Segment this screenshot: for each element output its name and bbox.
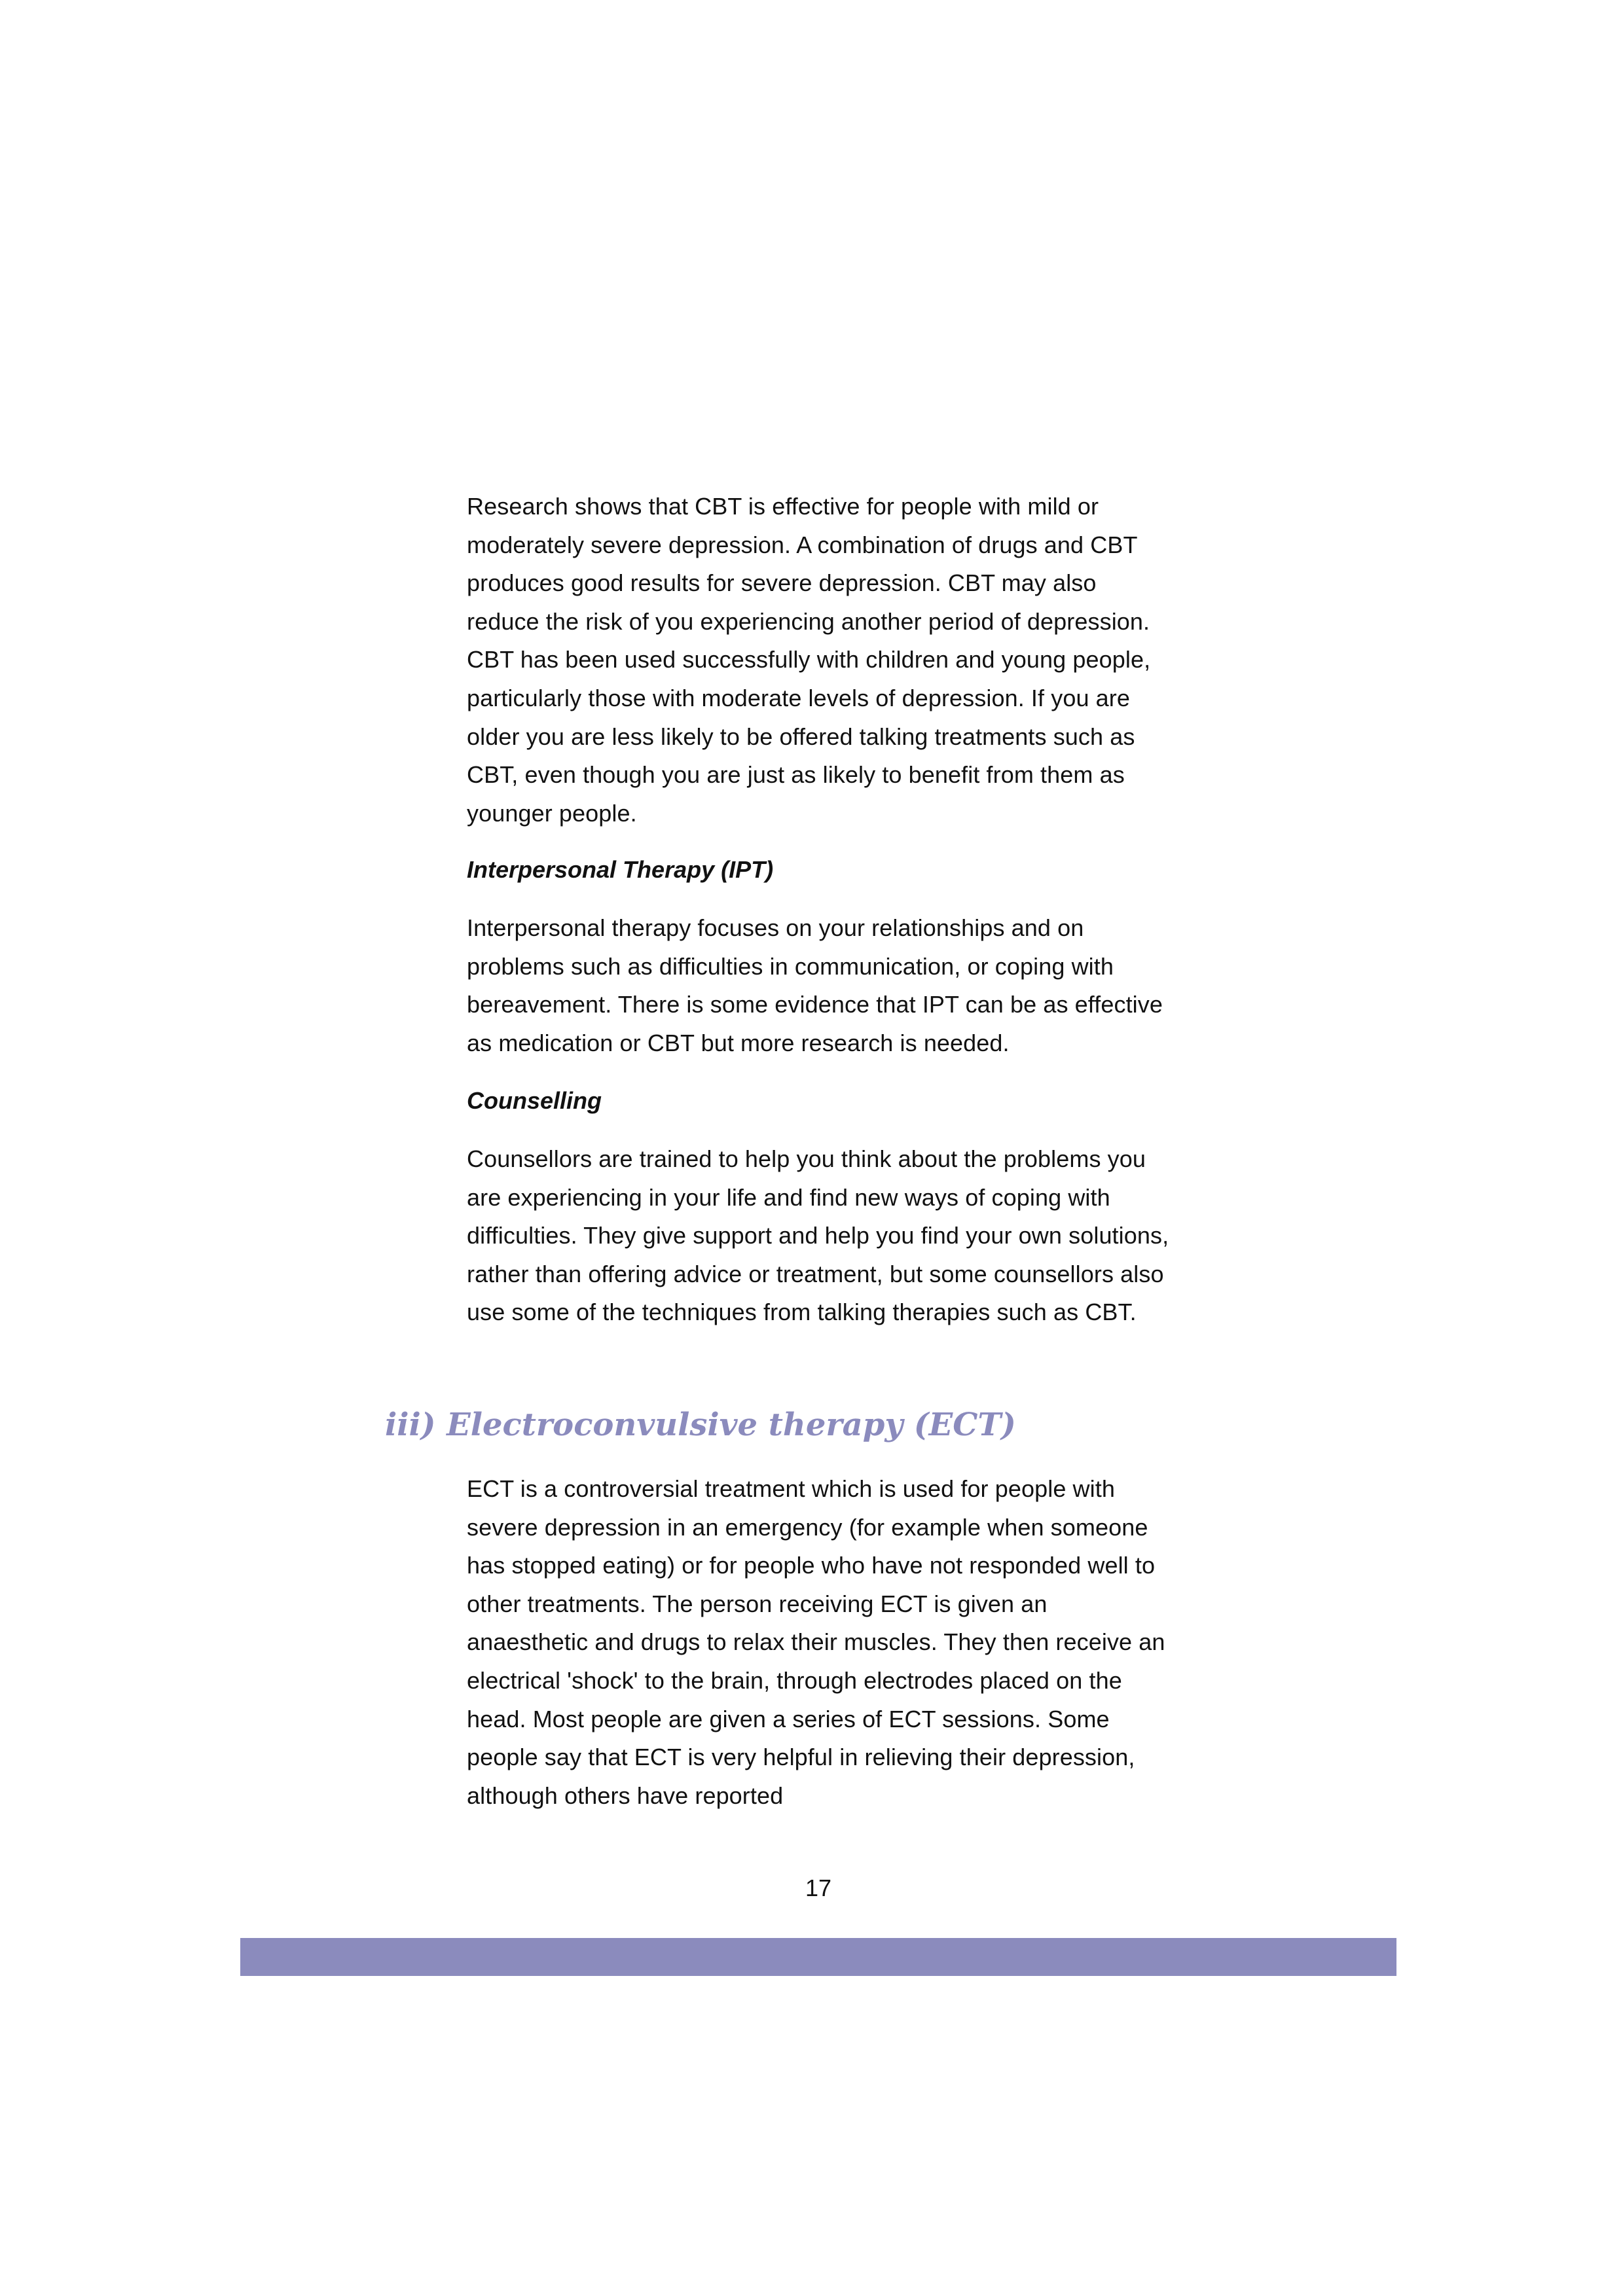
ect-paragraph: ECT is a controversial treatment which is used for people with severe depression in an emergency (for example when someone has stopped eating) or for people who have not responded well to other treatments. The person receiving ECT is given an anaesthetic and drugs to relax their muscles. They then receive an electrical 'shock' to the brain, through electrodes placed on the head. Most people are given a series of ECT sessions. Some people say that ECT is very helpful in relieving their depression, although others have reported <box>467 1475 1165 1809</box>
footer-accent-bar <box>240 1938 1396 1976</box>
ipt-paragraph: Interpersonal therapy focuses on your relationships and on problems such as difficulties in communication, or coping with bereavement. There is some evidence that IPT can be as effective as medication or CBT but more research is needed. <box>467 914 1163 1056</box>
ect-section-heading: iii) Electroconvulsive therapy (ECT) <box>385 1407 1016 1443</box>
page-number: 17 <box>805 1874 832 1901</box>
cbt-research-paragraph: Research shows that CBT is effective for people with mild or moderately severe depression. A combination of drugs and CBT produces good results for severe depression. CBT may also reduce the risk of you experiencing another period of depression. CBT has been used successfully with children and young people, particularly those with moderate levels of depression. If you are older you are less likely to be offered talking treatments such as CBT, even though you are just as likely to benefit from them as younger people. <box>467 493 1151 827</box>
ipt-subheading: Interpersonal Therapy (IPT) <box>467 856 774 883</box>
counselling-subheading: Counselling <box>467 1087 602 1114</box>
counselling-paragraph: Counsellors are trained to help you think about the problems you are experiencing in your life and find new ways of coping with difficulties. They give support and help you find your own solutions, rather than offering advice or treatment, but some counsellors also use some of the techniques from talking therapies such as CBT. <box>467 1145 1169 1326</box>
